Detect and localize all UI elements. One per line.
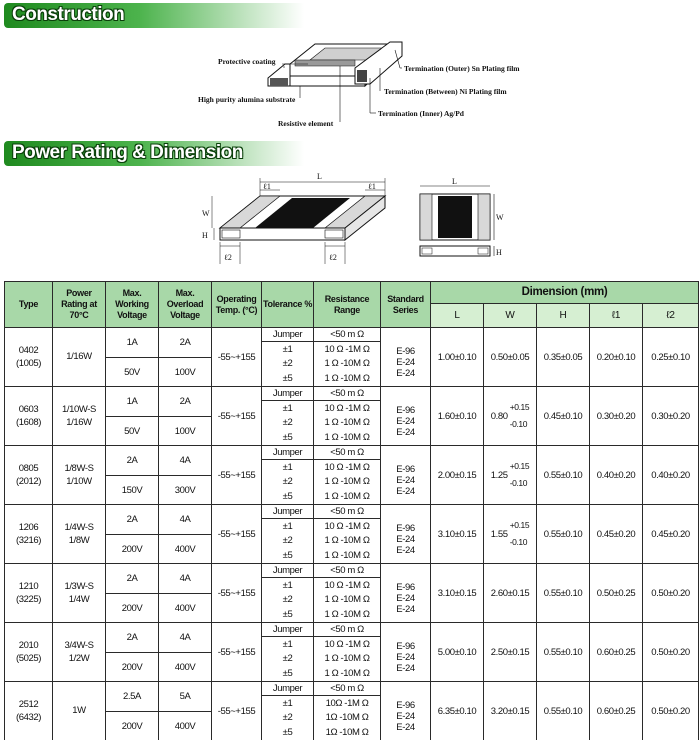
dim-W-base: 1.25 xyxy=(490,469,508,481)
cell-operating-temp: -55~+155 xyxy=(212,387,262,446)
power-rating-1: 1W xyxy=(72,704,86,716)
cell-power xyxy=(53,328,106,387)
tolerance-5: ±5 xyxy=(282,609,293,621)
tolerance-5: ±5 xyxy=(282,727,293,739)
type-metric: (3225) xyxy=(15,594,42,605)
power-rating-1: 1/10W-S xyxy=(62,404,96,415)
cell-dim-H: 0.55±0.10 xyxy=(537,446,590,505)
cell-dim-L: 5.00±0.10 xyxy=(431,623,484,682)
cell-overload-voltage xyxy=(159,623,212,682)
resistance-range-1: 10 Ω -1M Ω xyxy=(324,638,370,650)
cell-dim-l2: 0.50±0.20 xyxy=(643,682,699,740)
type-code: 0805 xyxy=(18,463,39,474)
cell-resistance-range xyxy=(314,387,381,446)
cell-tolerance xyxy=(262,505,314,564)
series-2: E-24 xyxy=(396,474,415,486)
cell-type xyxy=(5,446,53,505)
cell-power xyxy=(53,505,106,564)
tolerance-1: ±1 xyxy=(282,402,293,414)
series-2: E-24 xyxy=(396,651,415,663)
cell-type xyxy=(5,623,53,682)
cell-dim-L: 6.35±0.10 xyxy=(431,682,484,740)
section-title: Construction xyxy=(12,4,125,25)
type-metric: (5025) xyxy=(15,653,42,664)
cell-operating-temp: -55~+155 xyxy=(212,564,262,623)
table-row xyxy=(5,387,699,446)
tolerance-jumper: Jumper xyxy=(262,387,313,401)
cell-standard-series xyxy=(381,564,431,623)
header-dim-l1: ℓ1 xyxy=(590,304,643,328)
series-1: E-96 xyxy=(396,522,415,534)
dim-W-plus: +0.15 xyxy=(509,402,530,412)
cell-resistance-range xyxy=(314,328,381,387)
tolerance-2: ±2 xyxy=(282,417,293,429)
working-voltage: 200V xyxy=(106,711,158,740)
table-row xyxy=(5,564,699,623)
cell-overload-voltage xyxy=(159,387,212,446)
section-banner-construction xyxy=(4,3,304,28)
resistance-jumper: <50 m Ω xyxy=(314,387,380,401)
tolerance-jumper: Jumper xyxy=(262,564,313,578)
cell-dim-W: 2.50±0.15 xyxy=(484,623,537,682)
cell-dim-l2: 0.45±0.20 xyxy=(643,505,699,564)
cell-operating-temp: -55~+155 xyxy=(212,446,262,505)
header-max-overload-voltage: Max. Overload Voltage xyxy=(159,282,212,328)
tolerance-1: ±1 xyxy=(282,638,293,650)
label-termination-between: Termination (Between) Ni Plating film xyxy=(384,87,507,96)
working-voltage: 200V xyxy=(106,534,158,563)
cell-power xyxy=(53,387,106,446)
tolerance-2: ±2 xyxy=(282,476,293,488)
dim-W-base: 1.55 xyxy=(490,528,508,540)
cell-overload-voltage xyxy=(159,328,212,387)
header-max-working-voltage: Max. Working Voltage xyxy=(106,282,159,328)
tolerance-1: ±1 xyxy=(282,520,293,532)
cell-dim-H: 0.35±0.05 xyxy=(537,328,590,387)
cell-resistance-range xyxy=(314,505,381,564)
cell-tolerance xyxy=(262,623,314,682)
overload-voltage: 400V xyxy=(159,593,211,622)
dim-W-base: 0.80 xyxy=(490,410,508,422)
series-2: E-24 xyxy=(396,592,415,604)
cell-overload-voltage xyxy=(159,564,212,623)
cell-tolerance xyxy=(262,387,314,446)
cell-dim-l1: 0.40±0.20 xyxy=(590,446,643,505)
working-voltage: 50V xyxy=(106,416,158,445)
cell-dim-l2: 0.50±0.20 xyxy=(643,623,699,682)
overload-current: 4A xyxy=(179,632,191,643)
working-current: 1A xyxy=(126,396,138,407)
label-protective-coating: Protective coating xyxy=(218,57,276,66)
header-dim-L: L xyxy=(431,304,484,328)
tolerance-1: ±1 xyxy=(282,697,293,709)
dim-label-H: H xyxy=(202,231,208,240)
resistance-range-1: 10 Ω -1M Ω xyxy=(324,402,370,414)
overload-current: 5A xyxy=(179,691,191,702)
cell-tolerance xyxy=(262,328,314,387)
overload-current: 2A xyxy=(179,337,191,348)
cell-power xyxy=(53,623,106,682)
cell-tolerance xyxy=(262,446,314,505)
dim-W-minus: -0.10 xyxy=(509,478,528,488)
dim-W-plus: +0.15 xyxy=(509,461,530,471)
type-code: 2512 xyxy=(18,699,39,710)
working-current: 2A xyxy=(126,455,138,466)
resistance-range-2: 1Ω -10M Ω xyxy=(325,712,369,724)
type-code: 0402 xyxy=(18,345,39,356)
power-rating-2: 1/10W xyxy=(66,476,92,487)
series-2: E-24 xyxy=(396,710,415,722)
type-code: 0603 xyxy=(18,404,39,415)
cell-working-voltage xyxy=(106,387,159,446)
overload-current: 4A xyxy=(179,514,191,525)
cell-dim-W: 0.50±0.05 xyxy=(484,328,537,387)
dim-label-L-top: L xyxy=(452,178,457,186)
cell-dim-l2: 0.25±0.10 xyxy=(643,328,699,387)
power-rating-1: 3/4W-S xyxy=(64,640,94,651)
tolerance-jumper: Jumper xyxy=(262,328,313,342)
cell-operating-temp: -55~+155 xyxy=(212,623,262,682)
power-rating-2: 1/4W xyxy=(68,594,90,605)
resistance-range-1: 10 Ω -1M Ω xyxy=(324,343,370,355)
tolerance-2: ±2 xyxy=(282,535,293,547)
dim-label-W: W xyxy=(202,209,210,218)
cell-working-voltage xyxy=(106,505,159,564)
dimension-diagram-top-view xyxy=(412,178,512,268)
cell-dim-W: 2.60±0.15 xyxy=(484,564,537,623)
cell-resistance-range xyxy=(314,682,381,740)
resistance-range-2: 1 Ω -10M Ω xyxy=(324,653,370,665)
type-code: 1206 xyxy=(18,522,39,533)
resistance-range-2: 1 Ω -10M Ω xyxy=(324,535,370,547)
resistance-range-1: 10Ω -1M Ω xyxy=(325,697,369,709)
resistance-range-5: 1 Ω -10M Ω xyxy=(324,668,370,680)
tolerance-2: ±2 xyxy=(282,358,293,370)
cell-operating-temp: -55~+155 xyxy=(212,328,262,387)
cell-resistance-range xyxy=(314,564,381,623)
construction-illustration xyxy=(190,38,570,138)
cell-standard-series xyxy=(381,682,431,740)
cell-operating-temp: -55~+155 xyxy=(212,682,262,740)
series-1: E-96 xyxy=(396,345,415,357)
series-3: E-24 xyxy=(396,721,415,733)
resistance-jumper: <50 m Ω xyxy=(314,446,380,460)
series-2: E-24 xyxy=(396,533,415,545)
series-1: E-96 xyxy=(396,640,415,652)
label-termination-inner: Termination (Inner) Ag/Pd xyxy=(378,109,464,118)
type-metric: (1005) xyxy=(15,358,42,369)
resistance-range-5: 1 Ω -10M Ω xyxy=(324,491,370,503)
series-3: E-24 xyxy=(396,603,415,615)
cell-dim-l1: 0.50±0.25 xyxy=(590,564,643,623)
cell-overload-voltage xyxy=(159,682,212,740)
cell-standard-series xyxy=(381,505,431,564)
cell-working-voltage xyxy=(106,564,159,623)
cell-dim-l1: 0.45±0.20 xyxy=(590,505,643,564)
working-current: 2A xyxy=(126,632,138,643)
power-rating-2: 1/8W xyxy=(68,535,90,546)
dim-label-l2-left: ℓ2 xyxy=(224,253,232,262)
dim-label-l1-left: ℓ1 xyxy=(263,182,271,191)
dim-label-l2-right: ℓ2 xyxy=(329,253,337,262)
header-standard-series: Standard Series xyxy=(381,282,431,328)
cell-resistance-range xyxy=(314,623,381,682)
tolerance-5: ±5 xyxy=(282,668,293,680)
resistance-range-1: 10 Ω -1M Ω xyxy=(324,461,370,473)
working-voltage: 200V xyxy=(106,593,158,622)
cell-working-voltage xyxy=(106,623,159,682)
cell-resistance-range xyxy=(314,446,381,505)
cell-dim-l2: 0.30±0.20 xyxy=(643,387,699,446)
working-current: 2A xyxy=(126,573,138,584)
overload-current: 2A xyxy=(179,396,191,407)
type-metric: (2012) xyxy=(15,476,42,487)
working-voltage: 150V xyxy=(106,475,158,504)
cell-tolerance xyxy=(262,682,314,740)
cell-type xyxy=(5,387,53,446)
dimension-diagram-perspective xyxy=(200,168,400,273)
cell-dim-L: 2.00±0.15 xyxy=(431,446,484,505)
cell-dim-l2: 0.50±0.20 xyxy=(643,564,699,623)
cell-dim-H: 0.55±0.10 xyxy=(537,682,590,740)
power-rating-1: 1/4W-S xyxy=(64,522,94,533)
dim-W-plus: +0.15 xyxy=(509,520,530,530)
resistance-range-2: 1 Ω -10M Ω xyxy=(324,417,370,429)
cell-type xyxy=(5,505,53,564)
cell-power xyxy=(53,564,106,623)
power-rating-1: 1/8W-S xyxy=(64,463,94,474)
series-1: E-96 xyxy=(396,699,415,711)
header-dim-W: W xyxy=(484,304,537,328)
section-title: Power Rating & Dimension xyxy=(12,142,243,163)
working-voltage: 200V xyxy=(106,652,158,681)
dim-label-H-side: H xyxy=(496,248,502,257)
header-dim-H: H xyxy=(537,304,590,328)
table-row xyxy=(5,446,699,505)
type-code: 1210 xyxy=(18,581,39,592)
cell-standard-series xyxy=(381,446,431,505)
series-3: E-24 xyxy=(396,662,415,674)
overload-voltage: 100V xyxy=(159,416,211,445)
label-resistive-element: Resistive element xyxy=(278,119,334,128)
cell-power xyxy=(53,682,106,740)
series-3: E-24 xyxy=(396,544,415,556)
table-body xyxy=(5,328,699,740)
series-1: E-96 xyxy=(396,404,415,416)
overload-voltage: 400V xyxy=(159,711,211,740)
header-resistance-range: Resistance Range xyxy=(314,282,381,328)
type-metric: (6432) xyxy=(15,712,42,723)
tolerance-5: ±5 xyxy=(282,550,293,562)
tolerance-2: ±2 xyxy=(282,653,293,665)
cell-working-voltage xyxy=(106,682,159,740)
resistance-range-2: 1 Ω -10M Ω xyxy=(324,358,370,370)
cell-dim-L: 1.60±0.10 xyxy=(431,387,484,446)
power-rating-1: 1/3W-S xyxy=(64,581,94,592)
resistance-jumper: <50 m Ω xyxy=(314,328,380,342)
series-1: E-96 xyxy=(396,581,415,593)
cell-working-voltage xyxy=(106,446,159,505)
cell-dim-H: 0.55±0.10 xyxy=(537,564,590,623)
header-dim-l2: ℓ2 xyxy=(643,304,699,328)
cell-dim-H: 0.45±0.10 xyxy=(537,387,590,446)
resistance-range-5: 1 Ω -10M Ω xyxy=(324,432,370,444)
working-current: 1A xyxy=(126,337,138,348)
resistance-jumper: <50 m Ω xyxy=(314,505,380,519)
section-banner-power-rating xyxy=(4,141,304,166)
resistance-range-2: 1 Ω -10M Ω xyxy=(324,476,370,488)
working-current: 2A xyxy=(126,514,138,525)
overload-current: 4A xyxy=(179,455,191,466)
dim-label-L: L xyxy=(317,172,322,181)
tolerance-2: ±2 xyxy=(282,594,293,606)
cell-dim-L: 3.10±0.15 xyxy=(431,505,484,564)
series-3: E-24 xyxy=(396,485,415,497)
working-current: 2.5A xyxy=(123,691,141,702)
cell-dim-L: 3.10±0.15 xyxy=(431,564,484,623)
tolerance-5: ±5 xyxy=(282,491,293,503)
working-voltage: 50V xyxy=(106,357,158,386)
table-row xyxy=(5,623,699,682)
cell-dim-l1: 0.20±0.10 xyxy=(590,328,643,387)
overload-voltage: 100V xyxy=(159,357,211,386)
cell-dim-l1: 0.60±0.25 xyxy=(590,682,643,740)
type-code: 2010 xyxy=(18,640,39,651)
cell-working-voltage xyxy=(106,328,159,387)
tolerance-2: ±2 xyxy=(282,712,293,724)
cell-dim-l2: 0.40±0.20 xyxy=(643,446,699,505)
label-alumina-substrate: High purity alumina substrate xyxy=(198,95,296,104)
dim-label-W-top: W xyxy=(496,213,504,222)
series-2: E-24 xyxy=(396,415,415,427)
resistance-range-5: 1 Ω -10M Ω xyxy=(324,373,370,385)
type-metric: (1608) xyxy=(15,417,42,428)
tolerance-1: ±1 xyxy=(282,461,293,473)
power-rating-1: 1/16W xyxy=(66,350,92,362)
dimension-top-view-illustration xyxy=(412,178,512,268)
resistance-range-5: 1 Ω -10M Ω xyxy=(324,550,370,562)
cell-overload-voltage xyxy=(159,446,212,505)
cell-dim-L: 1.00±0.10 xyxy=(431,328,484,387)
overload-current: 4A xyxy=(179,573,191,584)
cell-power xyxy=(53,446,106,505)
cell-overload-voltage xyxy=(159,505,212,564)
series-2: E-24 xyxy=(396,356,415,368)
dim-W-minus: -0.10 xyxy=(509,419,528,429)
cell-type xyxy=(5,564,53,623)
cell-standard-series xyxy=(381,328,431,387)
power-rating-2: 1/16W xyxy=(66,417,92,428)
overload-voltage: 400V xyxy=(159,534,211,563)
cell-dim-l1: 0.60±0.25 xyxy=(590,623,643,682)
cell-dim-l1: 0.30±0.20 xyxy=(590,387,643,446)
type-metric: (3216) xyxy=(15,535,42,546)
cell-dim-H: 0.55±0.10 xyxy=(537,505,590,564)
tolerance-5: ±5 xyxy=(282,373,293,385)
cell-operating-temp: -55~+155 xyxy=(212,505,262,564)
dimension-perspective-illustration xyxy=(200,168,400,273)
cell-dim-W xyxy=(484,446,537,505)
construction-diagram xyxy=(190,38,570,138)
table-row xyxy=(5,505,699,564)
cell-standard-series xyxy=(381,387,431,446)
resistance-range-1: 10 Ω -1M Ω xyxy=(324,520,370,532)
cell-type xyxy=(5,328,53,387)
table-row xyxy=(5,328,699,387)
cell-type xyxy=(5,682,53,740)
tolerance-jumper: Jumper xyxy=(262,682,313,696)
header-operating-temp: Operating Temp. (°C) xyxy=(212,282,262,328)
header-power-rating: Power Rating at 70°C xyxy=(53,282,106,328)
resistance-range-2: 1 Ω -10M Ω xyxy=(324,594,370,606)
power-rating-table xyxy=(4,281,699,740)
tolerance-jumper: Jumper xyxy=(262,623,313,637)
table-row xyxy=(5,682,699,740)
power-rating-2: 1/2W xyxy=(68,653,90,664)
dim-label-l1-right: ℓ1 xyxy=(368,182,376,191)
cell-tolerance xyxy=(262,564,314,623)
label-termination-outer: Termination (Outer) Sn Plating film xyxy=(404,64,520,73)
cell-dim-W: 3.20±0.15 xyxy=(484,682,537,740)
series-3: E-24 xyxy=(396,426,415,438)
resistance-jumper: <50 m Ω xyxy=(314,564,380,578)
cell-standard-series xyxy=(381,623,431,682)
cell-dim-H: 0.55±0.10 xyxy=(537,623,590,682)
cell-dim-W xyxy=(484,387,537,446)
cell-dim-W xyxy=(484,505,537,564)
header-tolerance: Tolerance % xyxy=(262,282,314,328)
tolerance-5: ±5 xyxy=(282,432,293,444)
overload-voltage: 400V xyxy=(159,652,211,681)
resistance-range-5: 1 Ω -10M Ω xyxy=(324,609,370,621)
resistance-range-5: 1Ω -10M Ω xyxy=(325,727,369,739)
tolerance-1: ±1 xyxy=(282,343,293,355)
resistance-jumper: <50 m Ω xyxy=(314,623,380,637)
tolerance-jumper: Jumper xyxy=(262,446,313,460)
tolerance-1: ±1 xyxy=(282,579,293,591)
series-1: E-96 xyxy=(396,463,415,475)
dim-W-minus: -0.10 xyxy=(509,537,528,547)
resistance-range-1: 10 Ω -1M Ω xyxy=(324,579,370,591)
series-3: E-24 xyxy=(396,367,415,379)
header-dimension: Dimension (mm) xyxy=(431,282,699,304)
tolerance-jumper: Jumper xyxy=(262,505,313,519)
resistance-jumper: <50 m Ω xyxy=(314,682,380,696)
overload-voltage: 300V xyxy=(159,475,211,504)
header-type: Type xyxy=(5,282,53,328)
